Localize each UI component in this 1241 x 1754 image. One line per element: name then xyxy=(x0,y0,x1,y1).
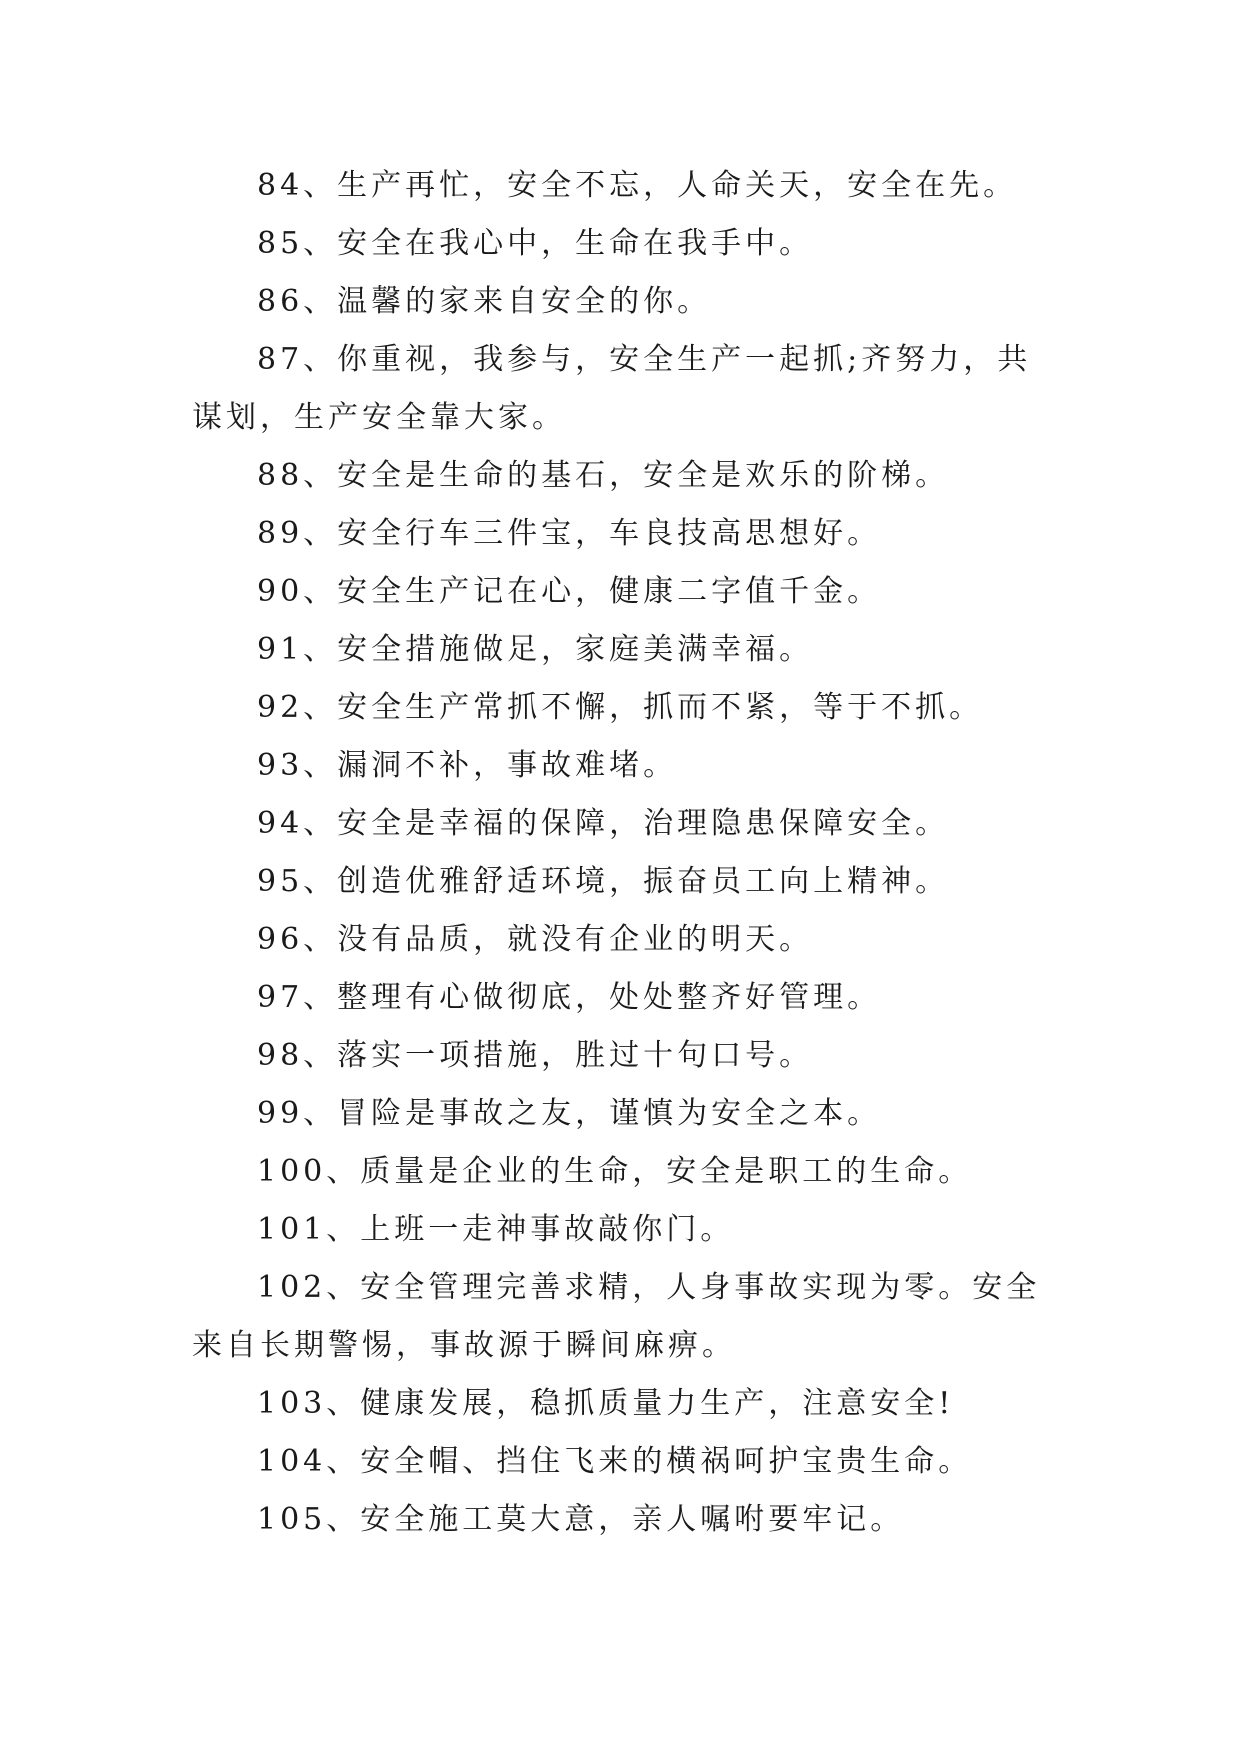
list-item: 100、质量是企业的生命，安全是职工的生命。 xyxy=(257,1154,973,1189)
list-item: 95、创造优雅舒适环境，振奋员工向上精神。 xyxy=(257,864,950,899)
list-item: 89、安全行车三件宝，车良技高思想好。 xyxy=(257,516,882,551)
list-item: 87、你重视，我参与，安全生产一起抓;齐努力，共谋划，生产安全靠大家。 xyxy=(192,342,1032,435)
list-item: 97、整理有心做彻底，处处整齐好管理。 xyxy=(257,980,882,1015)
list-item: 105、安全施工莫大意，亲人嘱咐要牢记。 xyxy=(257,1502,905,1537)
list-item: 90、安全生产记在心，健康二字值千金。 xyxy=(257,574,882,609)
list-item: 91、安全措施做足，家庭美满幸福。 xyxy=(257,632,814,667)
list-item: 102、安全管理完善求精，人身事故实现为零。安全来自长期警惕，事故源于瞬间麻痹。 xyxy=(192,1270,1041,1363)
list-item: 86、温馨的家来自安全的你。 xyxy=(257,284,712,319)
list-item: 84、生产再忙，安全不忘，人命关天，安全在先。 xyxy=(257,168,1018,203)
list-item: 92、安全生产常抓不懈，抓而不紧，等于不抓。 xyxy=(257,690,984,725)
list-item: 104、安全帽、挡住飞来的横祸呵护宝贵生命。 xyxy=(257,1444,973,1479)
list-item: 94、安全是幸福的保障，治理隐患保障安全。 xyxy=(257,806,950,841)
list-item: 85、安全在我心中，生命在我手中。 xyxy=(257,226,814,261)
list-item: 96、没有品质，就没有企业的明天。 xyxy=(257,922,814,957)
list-item: 103、健康发展，稳抓质量力生产，注意安全! xyxy=(257,1386,955,1421)
list-item: 101、上班一走神事故敲你门。 xyxy=(257,1212,735,1247)
slogan-list xyxy=(192,157,1054,1549)
list-item: 99、冒险是事故之友，谨慎为安全之本。 xyxy=(257,1096,882,1131)
list-item: 93、漏洞不补，事故难堵。 xyxy=(257,748,678,783)
list-item: 88、安全是生命的基石，安全是欢乐的阶梯。 xyxy=(257,458,950,493)
list-item: 98、落实一项措施，胜过十句口号。 xyxy=(257,1038,814,1073)
